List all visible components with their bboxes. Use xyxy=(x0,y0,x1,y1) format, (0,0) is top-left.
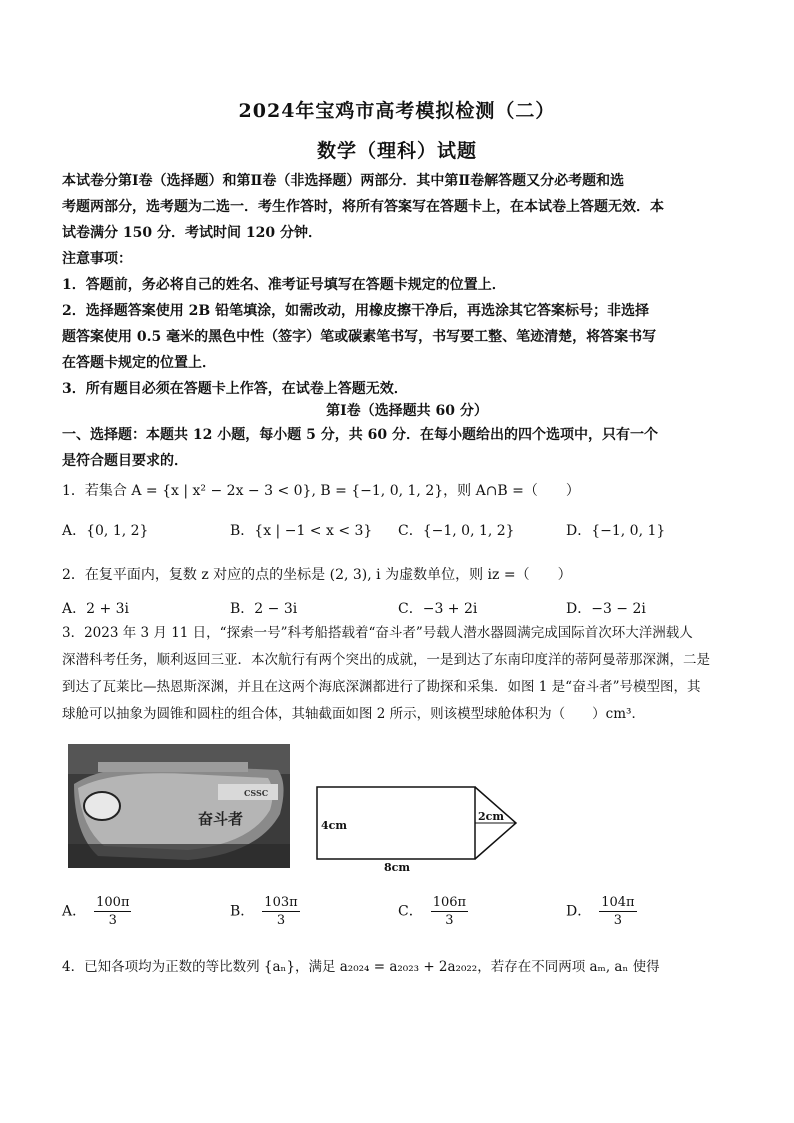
notes-line: 2．选择题答案使用 2B 铅笔填涂，如需改动，用橡皮擦干净后，再选涂其它答案标号；非选择 xyxy=(62,303,650,319)
question-1-stem: 1．若集合 A = {x | x² − 2x − 3 < 0}, B = {−1, 0, 1, 2}，则 A∩B =（ ） xyxy=(62,483,580,499)
photo-label: 奋斗者 xyxy=(198,810,244,828)
question-3-line: 3．2023 年 3 月 11 日，“探索一号”科考船搭载着“奋斗者”号载人潜水器圆满完成国际首次环大洋洲载人 xyxy=(62,625,693,641)
question-3-line: 球舱可以抽象为圆锥和圆柱的组合体，其轴截面如图 2 所示，则该模型球舱体积为（ ）cm³． xyxy=(62,706,645,722)
question-2-options xyxy=(62,598,752,622)
exam-subject: 数学（理科）试题 xyxy=(316,140,477,162)
option-d xyxy=(566,894,637,929)
question-3-stem xyxy=(62,620,752,728)
option-letter: B． xyxy=(230,903,255,920)
denominator: 3 xyxy=(613,913,623,928)
option-a: A．{0, 1, 2} xyxy=(62,523,149,539)
option-a: A．2 + 3i xyxy=(62,601,130,617)
option-d: D．−3 − 2i xyxy=(566,601,646,617)
option-letter: A． xyxy=(62,903,87,920)
cone-label: 2cm xyxy=(478,810,504,823)
option-d: D．{−1, 0, 1} xyxy=(566,523,666,539)
option-b: B．{x | −1 < x < 3} xyxy=(230,523,373,539)
fraction xyxy=(262,894,299,929)
denominator: 3 xyxy=(276,913,286,928)
option-b xyxy=(230,894,300,929)
notes-line: 在答题卡规定的位置上． xyxy=(62,355,216,371)
notes-section xyxy=(62,246,752,402)
submersible-photo xyxy=(68,744,290,868)
notes-heading: 注意事项： xyxy=(62,251,132,267)
numerator: 104π xyxy=(601,895,635,910)
numerator: 103π xyxy=(264,895,298,910)
notes-line: 3．所有题目必须在答题卡上作答，在试卷上答题无效． xyxy=(62,381,408,397)
question-2-stem: 2．在复平面内，复数 z 对应的点的坐标是 (2, 3), i 为虚数单位，则 iz =（ ） xyxy=(62,567,572,583)
notes-line: 题答案使用 0.5 毫米的黑色中性（签字）笔或碳素笔书写，书写要工整、笔迹清楚，将答案书写 xyxy=(62,329,657,345)
fraction xyxy=(431,894,468,929)
intro-line: 考题两部分，选考题为二选一．考生作答时，将所有答案写在答题卡上，在本试卷上答题无效．本 xyxy=(62,199,664,215)
option-letter: C． xyxy=(398,903,423,920)
denominator: 3 xyxy=(108,913,117,928)
length-label: 8cm xyxy=(384,861,410,872)
option-c: C．{−1, 0, 1, 2} xyxy=(398,523,515,539)
option-c xyxy=(398,894,468,929)
fraction xyxy=(599,894,636,929)
section-instruction xyxy=(62,422,752,474)
intro-line: 本试卷分第Ⅰ卷（选择题）和第Ⅱ卷（非选择题）两部分．其中第Ⅱ卷解答题又分必考题和选 xyxy=(62,173,625,189)
fraction xyxy=(94,894,131,929)
photo-tag: CSSC xyxy=(244,788,269,798)
option-letter: D． xyxy=(566,903,592,920)
question-4-stem: 4．已知各项均为正数的等比数列 {aₙ}，满足 a₂₀₂₄ = a₂₀₂₃ + 2a₂₀₂₂，若存在不同两项 aₘ, aₙ 使得 xyxy=(62,959,660,975)
option-a xyxy=(62,894,131,929)
exam-title: 2024年宝鸡市高考模拟检测（二） xyxy=(238,100,556,122)
intro-line: 试卷满分 150 分．考试时间 120 分钟． xyxy=(62,225,322,241)
submersible-photo-drawing xyxy=(68,744,290,868)
height-label: 4cm xyxy=(321,819,347,832)
question-3-line: 深潜科考任务，顺利返回三亚．本次航行有两个突出的成就，一是到达了东南印度洋的蒂阿曼蒂那深渊，二是 xyxy=(62,652,710,668)
section-title: 第Ⅰ卷（选择题共 60 分） xyxy=(326,403,488,419)
instruction-line: 是符合题目要求的． xyxy=(62,453,188,469)
numerator: 106π xyxy=(432,895,467,910)
question-3-options xyxy=(62,894,752,938)
question-1-options xyxy=(62,520,752,544)
option-c: C．−3 + 2i xyxy=(398,601,478,617)
option-b: B．2 − 3i xyxy=(230,601,298,617)
instruction-line: 一、选择题：本题共 12 小题，每小题 5 分，共 60 分．在每小题给出的四个选项中，只有一个 xyxy=(62,427,658,443)
denominator: 3 xyxy=(445,913,454,928)
question-3-line: 到达了瓦莱比—热恩斯深渊，并且在这两个海底深渊都进行了勘探和采集．如图 1 是“奋斗者”号模型图，其 xyxy=(62,679,701,695)
intro-paragraph xyxy=(62,168,752,246)
numerator: 100π xyxy=(96,895,130,910)
notes-line: 1．答题前，务必将自己的姓名、准考证号填写在答题卡规定的位置上． xyxy=(62,277,506,293)
cross-section-diagram xyxy=(312,778,526,872)
